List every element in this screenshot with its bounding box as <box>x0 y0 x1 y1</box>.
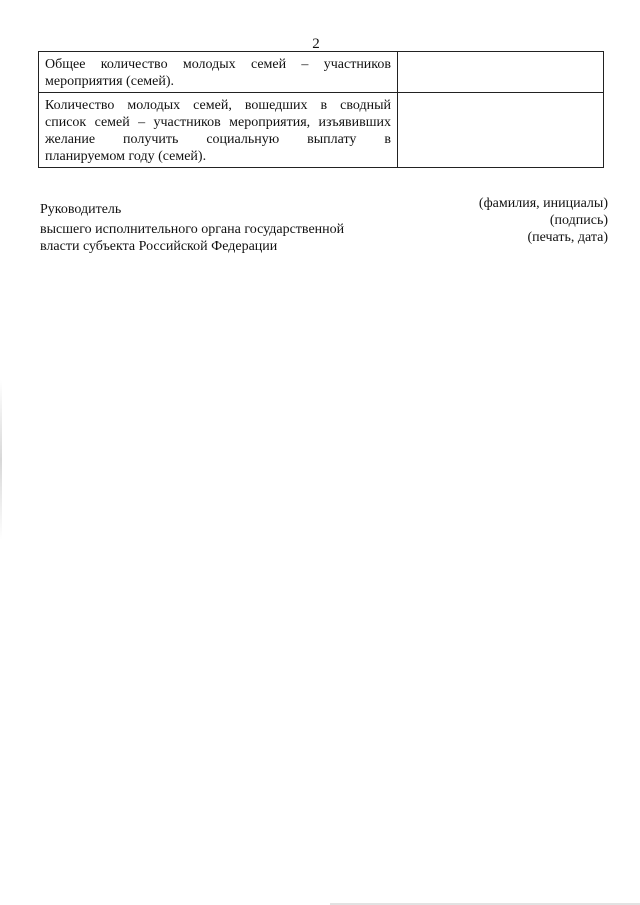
table-row <box>39 52 604 93</box>
table-row <box>39 93 604 168</box>
row-value-families-in-list <box>398 93 604 168</box>
row-label-line: Количество молодых семей, вошедших в сводный <box>45 98 391 113</box>
row-label-line: Общее количество молодых семей – участников <box>45 57 391 72</box>
signatory-title <box>40 201 344 255</box>
row-label-line: мероприятия (семей). <box>45 74 175 89</box>
signature-field-stamp-date: (печать, дата) <box>527 230 608 245</box>
scan-shadow-left <box>0 380 2 540</box>
row-label-line: планируемом году (семей). <box>45 149 207 164</box>
row-label-families-in-list <box>39 93 398 168</box>
signature-fields <box>479 195 608 246</box>
row-label-total-families <box>39 52 398 93</box>
families-table <box>38 51 604 168</box>
signatory-title-line: власти субъекта Российской Федерации <box>40 239 278 254</box>
signature-field-name: (фамилия, инициалы) <box>478 196 608 211</box>
row-label-line: желание получить социальную выплату в <box>45 132 391 147</box>
signatory-title-line: Руководитель <box>40 202 122 217</box>
signatory-title-line: высшего исполнительного органа государственной <box>40 222 345 237</box>
page-number: 2 <box>312 36 320 52</box>
signature-field-signature: (подпись) <box>549 213 608 228</box>
row-label-line: список семей – участников мероприятия, изъявивших <box>45 115 391 130</box>
row-value-total-families <box>398 52 604 93</box>
